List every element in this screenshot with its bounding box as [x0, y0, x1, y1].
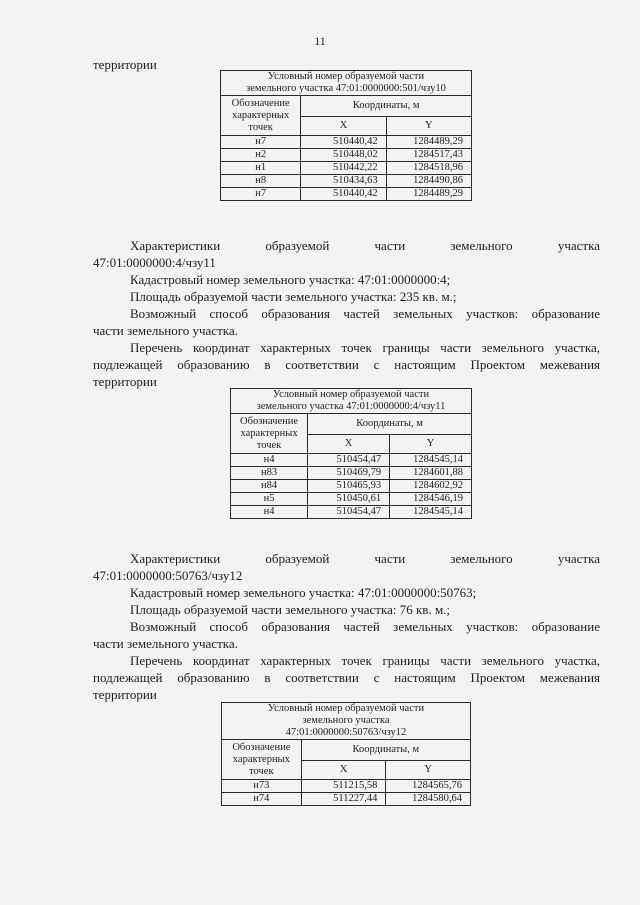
list-line-1: Перечень координат характерных точек границы части земельного участка,	[130, 340, 600, 355]
table-row	[231, 467, 472, 480]
section-chzu12	[93, 550, 600, 703]
y-value: 1284545,14	[390, 454, 472, 467]
x-header: X	[308, 435, 390, 454]
x-value: 510434,63	[301, 175, 386, 188]
x-value: 510454,47	[308, 506, 390, 519]
point-label: н73	[222, 780, 302, 793]
point-label: н83	[231, 467, 308, 480]
list-line-1: Перечень координат характерных точек границы части земельного участка,	[130, 653, 600, 668]
coordinates-header: Координаты, м	[308, 414, 472, 435]
coordinates-table-chzu11	[230, 388, 472, 519]
table-row	[221, 162, 472, 175]
point-label: н7	[221, 136, 301, 149]
x-value: 511215,58	[301, 780, 386, 793]
method-line-1: Возможный способ образования частей земельных участков: образование	[130, 619, 600, 634]
table-title-line: Условный номер образуемой части	[272, 389, 430, 400]
text-line: территории	[93, 57, 157, 72]
section-heading-code: 47:01:0000000:4/чзу11	[93, 255, 216, 270]
y-value: 1284601,88	[390, 467, 472, 480]
area: Площадь образуемой части земельного участка: 235 кв. м.;	[130, 289, 457, 304]
x-value: 510450,61	[308, 493, 390, 506]
page-number: 11	[314, 34, 326, 48]
y-value: 1284546,19	[390, 493, 472, 506]
table-title-row	[222, 703, 471, 740]
table-row	[221, 149, 472, 162]
table-title-line: 47:01:0000000:50763/чзу12	[285, 727, 407, 738]
x-header: X	[301, 761, 386, 780]
x-value: 511227,44	[301, 793, 386, 806]
table-title-line: земельного участка 47:01:0000000:501/чзу10	[246, 83, 446, 94]
table-row	[231, 506, 472, 519]
coordinates-table-chzu10	[220, 70, 472, 201]
x-header: X	[301, 117, 386, 136]
point-label: н1	[221, 162, 301, 175]
section-heading: Характеристики образуемой части земельного участка	[130, 551, 600, 566]
table-row	[222, 793, 471, 806]
x-value: 510440,42	[301, 136, 386, 149]
point-label-header-line: точек	[249, 765, 274, 777]
table-row	[221, 175, 472, 188]
point-label-header	[221, 96, 301, 136]
point-label-header-line: точек	[248, 121, 273, 133]
table-title-line: Условный номер образуемой части	[267, 703, 425, 714]
point-label: н4	[231, 506, 308, 519]
point-label: н4	[231, 454, 308, 467]
point-label-header-line: Обозначение	[240, 415, 299, 427]
x-value: 510465,93	[308, 480, 390, 493]
table-title	[231, 389, 472, 414]
point-label: н84	[231, 480, 308, 493]
y-value: 1284518,96	[386, 162, 471, 175]
list-line-2: подлежащей образованию в соответствии с настоящим Проектом межевания	[93, 357, 600, 372]
point-label: н5	[231, 493, 308, 506]
y-value: 1284489,29	[386, 188, 471, 201]
table-title-line: земельного участка 47:01:0000000:4/чзу11	[256, 401, 446, 412]
table-title	[221, 71, 472, 96]
section-heading-code: 47:01:0000000:50763/чзу12	[93, 568, 243, 583]
list-line-3: территории	[93, 687, 157, 702]
table-title-line: земельного участка	[302, 715, 390, 726]
x-value: 510442,22	[301, 162, 386, 175]
y-value: 1284517,43	[386, 149, 471, 162]
table-row	[231, 480, 472, 493]
table-title-row	[221, 71, 472, 96]
y-value: 1284580,64	[386, 793, 471, 806]
cadastral-number: Кадастровый номер земельного участка: 47:01:0000000:4;	[130, 272, 451, 287]
method-line-2: части земельного участка.	[93, 323, 238, 338]
y-value: 1284565,76	[386, 780, 471, 793]
y-value: 1284489,29	[386, 136, 471, 149]
y-value: 1284602,92	[390, 480, 472, 493]
point-label: н74	[222, 793, 302, 806]
x-value: 510448,02	[301, 149, 386, 162]
area: Площадь образуемой части земельного участка: 76 кв. м.;	[130, 602, 451, 617]
method-line-2: части земельного участка.	[93, 636, 238, 651]
point-label-header-line: точек	[256, 439, 282, 451]
y-header: Y	[386, 761, 471, 780]
y-header: Y	[390, 435, 472, 454]
table-title-line: Условный номер образуемой части	[267, 71, 425, 82]
y-value: 1284490,86	[386, 175, 471, 188]
coordinates-header: Координаты, м	[301, 96, 472, 117]
table-header-row	[231, 414, 472, 435]
table-row	[222, 780, 471, 793]
x-value: 510440,42	[301, 188, 386, 201]
point-label-header-line: Обозначение	[232, 741, 291, 753]
point-label-header-line: характерных	[240, 427, 298, 439]
coordinates-header: Координаты, м	[301, 740, 470, 761]
table-row	[221, 188, 472, 201]
point-label-header	[231, 414, 308, 454]
table-row	[231, 493, 472, 506]
point-label-header-line: Обозначение	[231, 97, 290, 109]
coordinates-table-chzu12	[221, 702, 471, 806]
method-line-1: Возможный способ образования частей земельных участков: образование	[130, 306, 600, 321]
point-label-header	[222, 740, 302, 780]
x-value: 510454,47	[308, 454, 390, 467]
list-line-3: территории	[93, 374, 157, 389]
y-header: Y	[386, 117, 471, 136]
table-header-row	[222, 740, 471, 761]
x-value: 510469,79	[308, 467, 390, 480]
point-label-header-line: характерных	[232, 753, 290, 765]
y-value: 1284545,14	[390, 506, 472, 519]
table-row	[221, 136, 472, 149]
point-label: н8	[221, 175, 301, 188]
point-label: н7	[221, 188, 301, 201]
table-title	[222, 703, 471, 740]
table-title-row	[231, 389, 472, 414]
list-line-2: подлежащей образованию в соответствии с настоящим Проектом межевания	[93, 670, 600, 685]
section-chzu11	[93, 237, 600, 390]
cadastral-number: Кадастровый номер земельного участка: 47:01:0000000:50763;	[130, 585, 477, 600]
section-heading: Характеристики образуемой части земельного участка	[130, 238, 600, 253]
table-header-row	[221, 96, 472, 117]
point-label-header-line: характерных	[232, 109, 290, 121]
table-row	[231, 454, 472, 467]
point-label: н2	[221, 149, 301, 162]
